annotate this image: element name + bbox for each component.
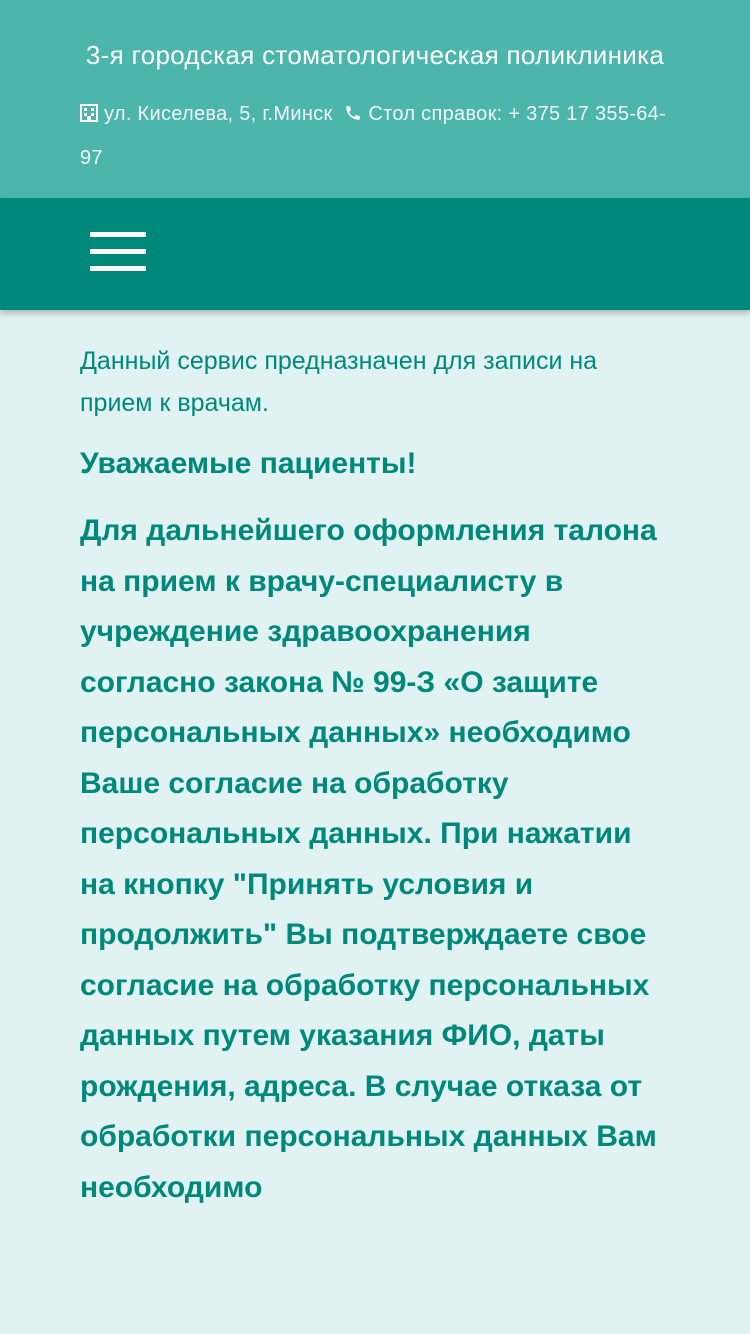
menu-bar-top	[90, 232, 146, 237]
hamburger-menu-icon[interactable]	[90, 232, 146, 272]
main-content	[0, 310, 750, 1213]
main-navbar	[0, 198, 750, 310]
site-header	[0, 0, 750, 198]
address-text: ул. Киселева, 5, г.Минск	[104, 103, 333, 125]
phone-icon	[344, 95, 362, 137]
menu-bar-middle	[90, 249, 146, 254]
clinic-title: 3-я городская стоматологическая поликлиника	[85, 40, 665, 70]
menu-bar-bottom	[90, 266, 146, 271]
consent-notice: Для дальнейшего оформления талона на прием к врачу-специалисту в учреждение здравоохранения согласно закона № 99-З «О защите персональных данных» необходимо Ваше согласие на обработку персональных данных. При нажатии на кнопку "Принять условия и продолжить" Вы подтверждаете свое согласие на обработку персональных данных путем указания ФИО, даты рождения, адреса. В случае отказа от обработки персональных данных Вам необходимо	[80, 514, 657, 1204]
contact-line	[80, 93, 670, 179]
building-icon	[80, 95, 98, 137]
greeting-heading: Уважаемые пациенты!	[80, 447, 417, 480]
phone-link[interactable]: Стол справок: + 375 17 355-64-97	[80, 103, 667, 169]
service-intro: Данный сервис предназначен для записи на прием к врачам.	[80, 347, 598, 417]
